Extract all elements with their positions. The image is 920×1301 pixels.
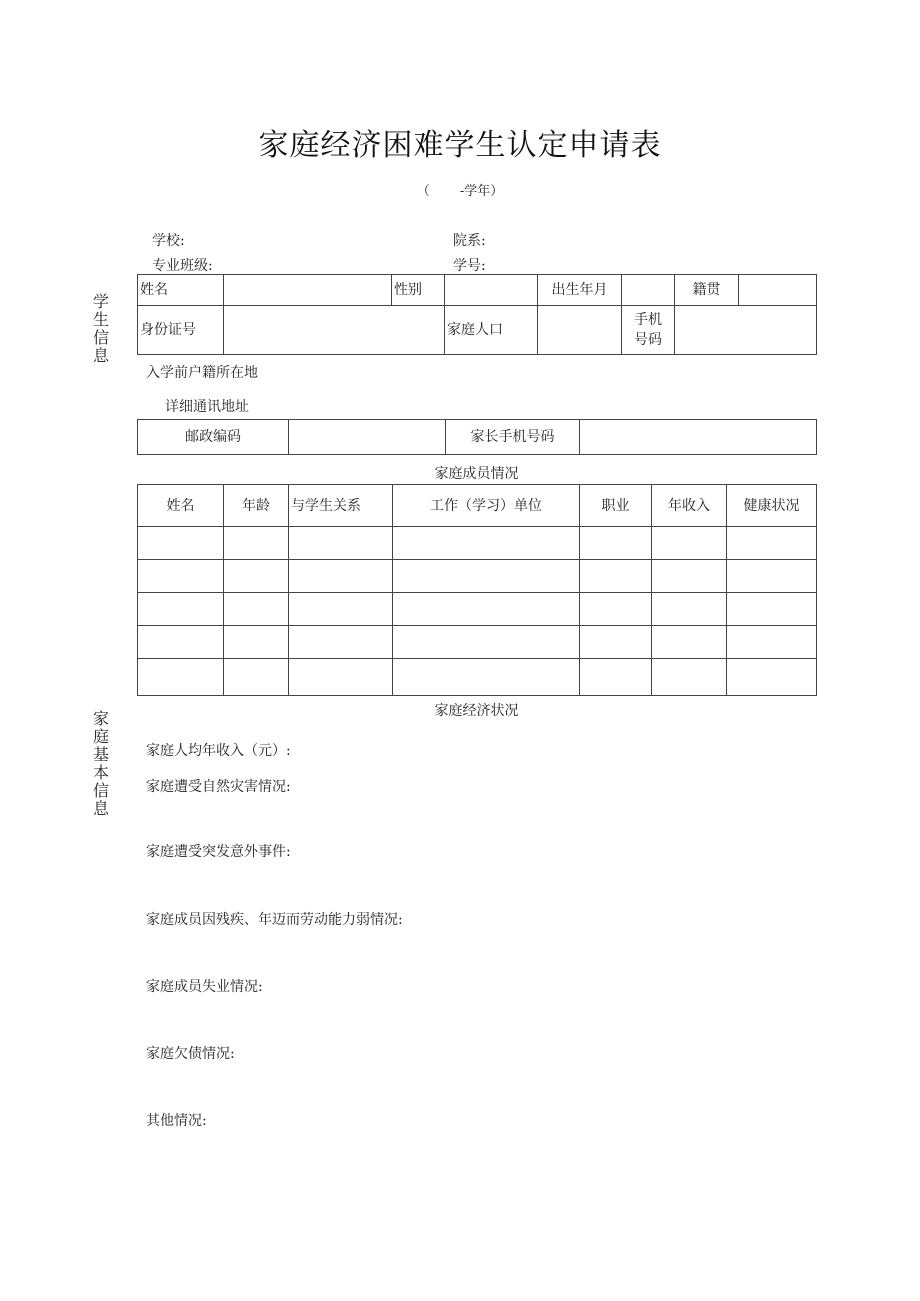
col-header-relation: 与学生关系 [289, 485, 393, 527]
student-info-side-label: 学生信息 [92, 292, 109, 365]
accident-label: 家庭遭受突发意外事件: [146, 844, 291, 860]
member-cell[interactable] [652, 626, 727, 659]
member-cell[interactable] [727, 527, 817, 560]
economic-heading: 家庭经济状况 [434, 703, 519, 719]
member-cell[interactable] [393, 659, 580, 696]
member-cell[interactable] [224, 560, 289, 593]
table-row [138, 626, 817, 659]
income-per-capita-label: 家庭人均年收入（元）: [146, 743, 291, 759]
other-label: 其他情况: [146, 1113, 207, 1129]
member-cell[interactable] [289, 626, 393, 659]
department-label: 院系: [453, 233, 486, 249]
parent-phone-label: 家长手机号码 [446, 420, 580, 455]
name-field[interactable] [224, 275, 392, 306]
member-cell[interactable] [727, 626, 817, 659]
student-info-table [137, 274, 817, 355]
phone-label: 手机号码 [622, 306, 675, 355]
member-cell[interactable] [138, 659, 224, 696]
table-row [138, 659, 817, 696]
member-cell[interactable] [652, 560, 727, 593]
family-info-side-label: 家庭基本信息 [92, 709, 109, 818]
member-cell[interactable] [393, 626, 580, 659]
contact-table [137, 419, 817, 455]
disability-label: 家庭成员因残疾、年迈而劳动能力弱情况: [146, 912, 403, 928]
col-header-workplace: 工作（学习）单位 [393, 485, 580, 527]
major-class-label: 专业班级: [152, 258, 213, 274]
mailing-address-label: 详细通讯地址 [165, 399, 249, 415]
native-place-label: 籍贯 [675, 275, 739, 306]
member-cell[interactable] [224, 593, 289, 626]
col-header-name: 姓名 [138, 485, 224, 527]
member-cell[interactable] [393, 560, 580, 593]
col-header-age: 年龄 [224, 485, 289, 527]
table-row [138, 593, 817, 626]
household-size-label: 家庭人口 [445, 306, 538, 355]
member-cell[interactable] [652, 659, 727, 696]
table-row [138, 560, 817, 593]
member-cell[interactable] [289, 527, 393, 560]
member-cell[interactable] [138, 626, 224, 659]
unemployment-label: 家庭成员失业情况: [146, 979, 263, 995]
col-header-health: 健康状况 [727, 485, 817, 527]
postal-code-label: 邮政编码 [138, 420, 289, 455]
member-cell[interactable] [138, 527, 224, 560]
family-members-table [137, 484, 817, 696]
col-header-occupation: 职业 [580, 485, 652, 527]
form-title: 家庭经济困难学生认定申请表 [258, 128, 662, 163]
name-label: 姓名 [138, 275, 224, 306]
member-cell[interactable] [727, 593, 817, 626]
member-cell[interactable] [580, 560, 652, 593]
member-cell[interactable] [289, 659, 393, 696]
member-cell[interactable] [138, 593, 224, 626]
member-cell[interactable] [652, 593, 727, 626]
member-cell[interactable] [289, 593, 393, 626]
natural-disaster-label: 家庭遭受自然灾害情况: [146, 779, 291, 795]
debt-label: 家庭欠债情况: [146, 1046, 235, 1062]
member-cell[interactable] [727, 659, 817, 696]
member-cell[interactable] [393, 593, 580, 626]
school-year: （ -学年） [416, 184, 504, 199]
parent-phone-field[interactable] [580, 420, 817, 455]
postal-code-field[interactable] [289, 420, 446, 455]
phone-field[interactable] [675, 306, 817, 355]
gender-label: 性别 [392, 275, 445, 306]
id-no-label: 身份证号 [138, 306, 224, 355]
hukou-label: 入学前户籍所在地 [146, 365, 258, 381]
member-cell[interactable] [652, 527, 727, 560]
member-cell[interactable] [727, 560, 817, 593]
gender-field[interactable] [445, 275, 538, 306]
member-cell[interactable] [580, 659, 652, 696]
table-row [138, 527, 817, 560]
member-cell[interactable] [580, 593, 652, 626]
student-no-label: 学号: [453, 258, 486, 274]
member-cell[interactable] [393, 527, 580, 560]
native-place-field[interactable] [739, 275, 817, 306]
member-cell[interactable] [138, 560, 224, 593]
member-cell[interactable] [289, 560, 393, 593]
household-size-field[interactable] [538, 306, 622, 355]
member-cell[interactable] [580, 626, 652, 659]
member-cell[interactable] [224, 659, 289, 696]
birth-field[interactable] [622, 275, 675, 306]
member-cell[interactable] [224, 626, 289, 659]
member-cell[interactable] [224, 527, 289, 560]
member-cell[interactable] [580, 527, 652, 560]
birth-label: 出生年月 [538, 275, 622, 306]
school-label: 学校: [152, 233, 185, 249]
id-no-field[interactable] [224, 306, 445, 355]
col-header-income: 年收入 [652, 485, 727, 527]
family-members-heading: 家庭成员情况 [434, 466, 519, 482]
